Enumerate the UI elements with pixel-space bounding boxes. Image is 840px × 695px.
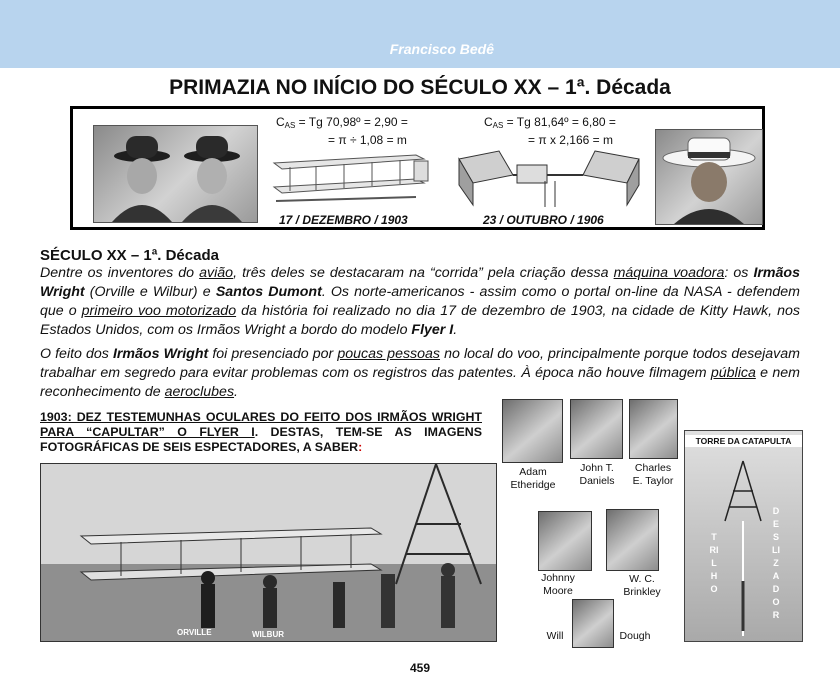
witness-name-line: Johnny	[541, 572, 575, 584]
formula-1906	[484, 115, 616, 147]
flyer-launch-photo	[40, 463, 497, 642]
caption-1903: 17 / DEZEMBRO / 1903	[279, 213, 408, 227]
p1-t2: , três deles se destacaram na “corrida” pela criação dessa	[233, 265, 614, 281]
portrait-johnny-moore	[538, 511, 592, 571]
author-name: Francisco Bedê	[389, 41, 494, 57]
portrait-john-daniels	[570, 399, 623, 459]
figure-strip	[70, 106, 765, 230]
p1-t3: : os	[724, 265, 754, 281]
p2-u2: pública	[710, 365, 756, 381]
section-title: SÉCULO XX – 1ª. Década	[40, 247, 219, 264]
witness-name-line: Moore	[543, 585, 573, 597]
caption-1906: 23 / OUTUBRO / 1906	[483, 213, 604, 227]
p1-u3: primeiro voo motorizado	[81, 303, 237, 319]
tower-label-trilho: TRILHO	[709, 532, 719, 594]
tower-label-deslizador: DESLIZADOR	[772, 506, 780, 620]
p2-t1: O feito dos	[40, 346, 113, 362]
p2-b1: Irmãos Wright	[112, 346, 209, 362]
witness-paragraph	[40, 345, 800, 402]
p2-t3: no local do voo, principalmente porque todos desejavam trabalhar em segredo para evitar problemas com os registros das patentes. À época não houve filmagem	[40, 346, 800, 381]
witness-name-dough: Dough	[619, 630, 651, 642]
p2-t5: .	[234, 384, 238, 400]
p1-t5: . Os norte-americanos - assim como o portal on-line da NASA - defendem que o	[40, 284, 800, 319]
witnesses-heading-underlined: 1903: DEZ TESTEMUNHAS OCULARES DO FEITO DOS IRMÃOS WRIGHT PARA “CAPULTAR” O FLYER I	[40, 410, 482, 439]
portrait-adam-etheridge	[502, 399, 563, 463]
intro-paragraph	[40, 264, 800, 340]
p1-t6: da história foi realizado no dia 17 de dezembro de 1903, na cidade de Kitty Hawk, nos Estados Unidos, com os Irmãos Wright a bordo do modelo	[40, 303, 800, 338]
p1-b3: Flyer I	[411, 322, 454, 338]
portrait-wc-brinkley	[606, 509, 659, 571]
formula-1903-line2: = π ÷ 1,08 = m	[328, 133, 407, 147]
portrait-will-dough	[572, 599, 614, 648]
formula-1906-line1: = Tg 81,64º = 6,80 =	[503, 115, 616, 129]
p2-t2: foi presenciado por	[208, 346, 338, 362]
witness-name-line: Brinkley	[623, 586, 661, 598]
witnesses-heading-colon: :	[358, 440, 363, 454]
p1-u1: avião	[199, 265, 234, 281]
witness-name-john-daniels	[568, 462, 626, 488]
wright-brothers-photo	[93, 125, 258, 223]
label-wilbur: WILBUR	[252, 630, 284, 639]
witness-name-line: E. Taylor	[632, 475, 674, 487]
santos-dumont-photo	[655, 129, 763, 225]
catapult-tower-photo	[684, 430, 803, 642]
formula-1903	[276, 115, 408, 147]
formula-1906-line2: = π x 2,166 = m	[528, 133, 613, 147]
witness-name-line: Etheridge	[510, 479, 556, 491]
p1-b2: Santos Dumont	[215, 284, 322, 300]
p1-t7: .	[453, 322, 458, 338]
label-orville: ORVILLE	[177, 628, 212, 637]
page-number: 459	[409, 661, 431, 675]
p1-t4: (Orville e Wilbur) e	[84, 284, 216, 300]
header-band	[0, 0, 840, 68]
witnesses-heading	[40, 410, 482, 455]
p1-u2: máquina voadora	[613, 265, 725, 281]
witness-name-line: Adam	[519, 466, 547, 478]
tower-title: TORRE DA CATAPULTA	[685, 435, 802, 447]
witness-name-charles-taylor	[622, 462, 684, 488]
formula-1906-c: C	[484, 115, 493, 129]
witness-name-line: John T.	[580, 462, 614, 474]
witness-name-line: Daniels	[579, 475, 615, 487]
witness-name-line: Charles	[634, 462, 672, 474]
p1-t1: Dentre os inventores do	[40, 265, 200, 281]
witness-name-wc-brinkley	[613, 573, 671, 599]
witnesses-heading-rest: . DESTAS, TEM-SE AS IMAGENS FOTOGRÁFICAS DE SEIS ESPECTADORES, A SABER	[40, 425, 482, 454]
formula-1903-sub: AS	[284, 121, 296, 130]
formula-1903-c: C	[276, 115, 285, 129]
witness-name-will: Will	[546, 630, 564, 642]
p2-u1: poucas pessoas	[337, 346, 441, 362]
witness-name-line: W. C.	[629, 573, 655, 585]
witness-name-adam-etheridge	[500, 466, 566, 492]
portrait-charles-taylor	[629, 399, 678, 459]
p2-t4: e nem reconhecimento de	[40, 365, 800, 400]
page-title: PRIMAZIA NO INÍCIO DO SÉCULO XX – 1ª. Década	[169, 76, 671, 99]
fourteen-bis-illustration	[455, 145, 645, 211]
witness-name-johnny-moore	[530, 572, 586, 598]
p2-u3: aeroclubes	[164, 384, 235, 400]
formula-1906-sub: AS	[492, 121, 504, 130]
flyer-biplane-illustration	[266, 147, 431, 211]
formula-1903-line1: = Tg 70,98º = 2,90 =	[295, 115, 408, 129]
p1-b1: Irmãos Wright	[40, 265, 800, 300]
